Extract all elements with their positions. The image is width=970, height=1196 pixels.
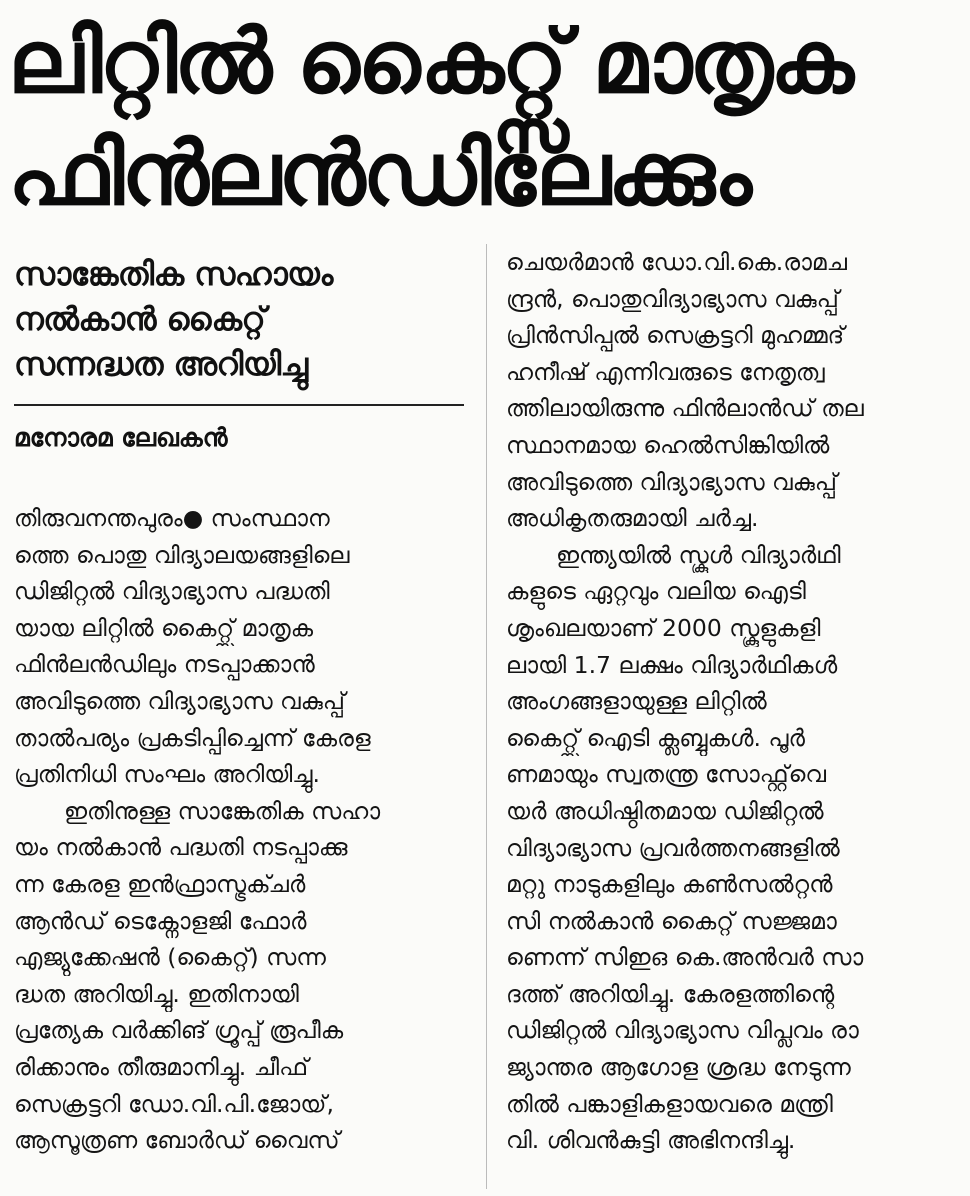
text-line: തിരുവനന്തപുരം● സംസ്ഥാന (14, 504, 330, 532)
text-line: ണമായും സ്വതന്ത്ര സോഫ്റ്റ്‌വെ (506, 760, 827, 789)
text-line: രിക്കാനും തീരുമാനിച്ചു. ചീഫ് (14, 1052, 309, 1081)
text-line: താൽപര്യം പ്രകടിപ്പിച്ചെന്ന് കേരള (14, 723, 371, 752)
text-line: ണെന്ന് സിഇഒ കെ.അൻവർ സാ (506, 943, 864, 972)
text-line: ഡിജിറ്റൽ വിദ്യാഭ്യാസ വിപ്ലവം രാ (506, 1016, 859, 1045)
text-line: അംഗങ്ങളായുള്ള ലിറ്റിൽ (506, 687, 767, 716)
text-line: സെക്രട്ടറി ഡോ.വി.പി.ജോയ്, (14, 1089, 334, 1118)
text-line: പ്രത്യേക വർക്കിങ് ഗ്രൂപ്പ് രൂപീക (14, 1016, 344, 1045)
text-line: ആൻഡ് ടെക്നോളജി ഫോർ (14, 906, 307, 935)
text-line: പ്രിൻസിപ്പൽ സെക്രട്ടറി മുഹമ്മദ് (506, 321, 845, 350)
text-line: യർ അധിഷ്ഠിതമായ ഡിജിറ്റൽ (506, 796, 824, 825)
text-line: അവിടുത്തെ വിദ്യാഭ്യാസ വകുപ്പ് (506, 467, 837, 496)
text-line: ലായി 1.7 ലക്ഷം വിദ്യാർഥികൾ (506, 650, 838, 679)
text-line: അവിടുത്തെ വിദ്യാഭ്യാസ വകുപ്പ് (14, 686, 345, 715)
text-line: സി നൽകാൻ കൈറ്റ് സജ്ജമാ (506, 906, 837, 935)
text-line: വി. ശിവൻകുട്ടി അഭിനന്ദിച്ചു. (506, 1126, 796, 1155)
subheadline-line-1: സാങ്കേതിക സഹായം (14, 255, 333, 293)
subheadline (14, 252, 464, 387)
text-line: ദ്ധത അറിയിച്ചു. ഇതിനായി (14, 979, 299, 1008)
right-column (506, 244, 946, 1159)
text-line: ഡിജിറ്റൽ വിദ്യാഭ്യാസ പദ്ധതി (14, 577, 330, 606)
text-line: ഇന്ത്യയിൽ സ്കൂൾ വിദ്യാർഥി (556, 540, 841, 569)
text-line: ദത്ത് അറിയിച്ചു. കേരളത്തിന്റെ (506, 979, 835, 1008)
text-line: ചെയർമാൻ ഡോ.വി.കെ.രാമച (506, 248, 847, 276)
text-line: വിദ്യാഭ്യാസ പ്രവർത്തനങ്ങളിൽ (506, 833, 840, 862)
text-line: മറ്റു നാടുകളിലും കൺസൽറ്റൻ (506, 870, 833, 899)
column-divider (486, 244, 487, 1189)
headline-line-1: ലിറ്റിൽ കൈറ്റ്സ് മാതൃക (8, 10, 851, 113)
text-line: എജ്യുക്കേഷൻ (കൈറ്റ്) സന്ന (14, 943, 326, 972)
left-column (14, 500, 466, 1159)
text-line: കളുടെ ഏറ്റവും വലിയ ഐടി (506, 577, 806, 606)
text-line: സ്ഥാനമായ ഹെൽസിങ്കിയിൽ (506, 430, 830, 459)
headline (8, 6, 963, 230)
text-line: ജ്യാന്തര ആഗോള ശ്രദ്ധ നേടുന്ന (506, 1053, 851, 1082)
text-line: ത്തിലായിരുന്നു ഫിൻലാൻഡ് തല (506, 394, 864, 423)
subheadline-line-3: സന്നദ്ധത അറിയിച്ചു (14, 345, 308, 383)
text-line: യായ ലിറ്റിൽ കൈറ്റ്സ് മാതൃക (14, 613, 314, 642)
section-divider (14, 404, 464, 406)
text-line: ഇതിനുള്ള സാങ്കേതിക സഹാ (64, 796, 381, 825)
text-line: അധികൃതരുമായി ചർച്ച. (506, 504, 759, 533)
text-line: കൈറ്റ്സ് ഐടി ക്ലബ്ബുകൾ. പൂർ (506, 723, 805, 752)
text-line: യം നൽകാൻ പദ്ധതി നടപ്പാക്കു (14, 833, 348, 862)
headline-line-2: ഫിൻലൻഡിലേക്കും (8, 122, 749, 225)
text-line: തിൽ പങ്കാളികളായവരെ മന്ത്രി (506, 1089, 833, 1118)
text-line: പ്രതിനിധി സംഘം അറിയിച്ചു. (14, 760, 320, 789)
text-line: ത്തെ പൊതു വിദ്യാലയങ്ങളിലെ (14, 540, 350, 569)
text-line: ഹനീഷ് എന്നിവരുടെ നേതൃത്വ (506, 357, 825, 386)
subheadline-line-2: നൽകാൻ കൈറ്റ് (14, 300, 266, 338)
byline: മനോരമ ലേഖകൻ (14, 423, 228, 452)
text-line: ശൃംഖലയാണ് 2000 സ്കൂളുകളി (506, 613, 821, 642)
text-line: ഫിൻലൻഡിലും നടപ്പാക്കാൻ (14, 650, 315, 679)
text-line: ആസൂത്രണ ബോർഡ് വൈസ് (14, 1126, 340, 1155)
text-line: ന്ന കേരള ഇൻഫ്രാസ്ട്രക്ചർ (14, 869, 306, 898)
text-line: ന്ദ്രൻ, പൊതുവിദ്യാഭ്യാസ വകുപ്പ് (506, 284, 839, 313)
